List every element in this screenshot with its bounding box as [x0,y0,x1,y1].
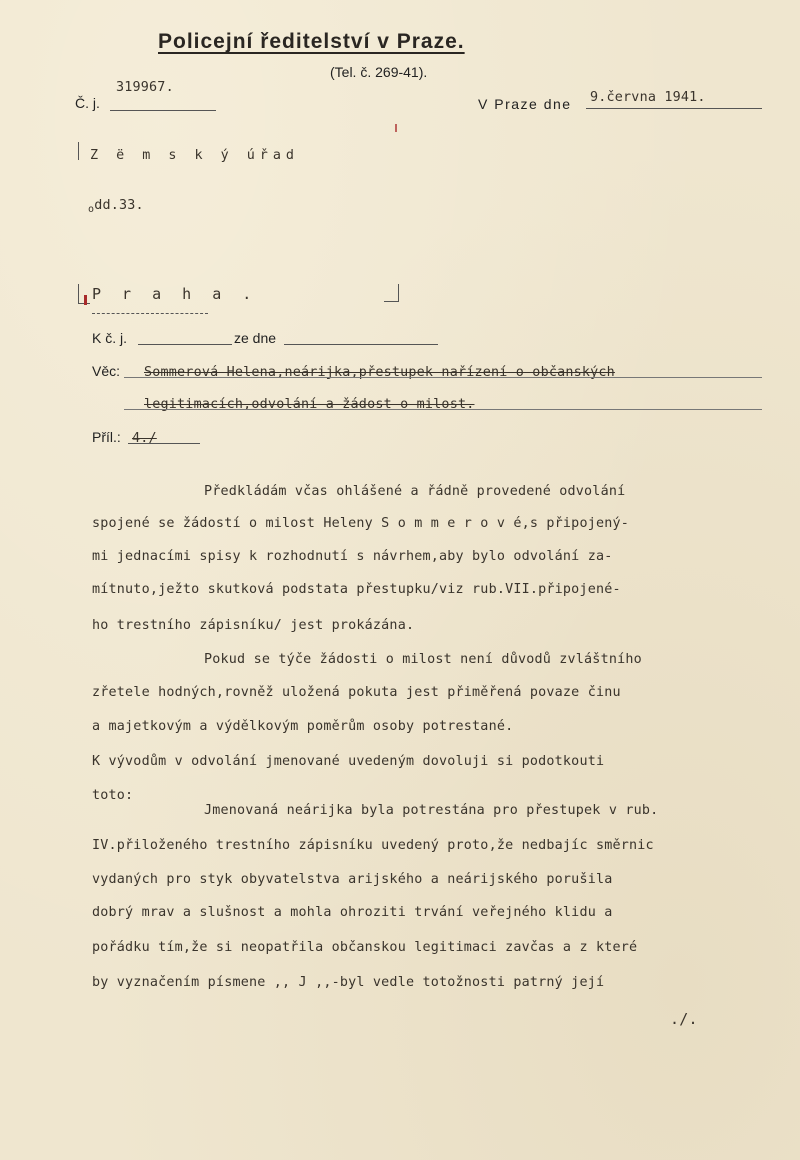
document-date: 9.června 1941. [590,90,706,105]
body-line: ho trestního zápisníku/ jest prokázána. [92,618,415,633]
body-line: K vývodům v odvolání jmenované uvedeným dovoluji si podotkouti [92,754,605,769]
department-prefix: o [88,204,95,215]
ze-dne-rule [284,344,438,345]
right-bracket-base [384,301,398,302]
recipient-department [88,198,144,215]
reference-label: Č. j. [75,95,100,111]
reference-rule [110,110,216,111]
subject-line-2: legitimacích,odvolání a žádost o milost. [144,397,475,412]
letterhead-title: Policejní ředitelství v Praze. [158,30,465,53]
body-line: by vyznačením písmene ,, J ,,-byl vedle totožnosti patrný její [92,975,605,990]
body-line: Jmenovaná neárijka byla potrestána pro přestupek v rub. [204,803,659,818]
body-line: a majetkovým a výdělkovým poměrům osoby potrestané. [92,719,514,734]
body-line: pořádku tím,že si neopatřila občanskou legitimaci zavčas a z které [92,940,638,955]
subject-label: Věc: [92,363,121,379]
department-number: dd.33. [94,198,144,213]
attachments-value: 4./ [132,431,157,446]
subject-rule-2 [124,409,762,410]
recipient-office: Z ë m s k ý úřad [90,148,299,163]
red-stamp-mark [84,295,87,305]
recipient-city: P r a h a . [92,285,258,303]
body-line: dobrý mrav a slušnost a mohla ohroziti trvání veřejného klidu a [92,905,613,920]
red-stamp-mark-2 [395,124,397,132]
kcj-label: K č. j. [92,330,128,346]
attachments-label: Příl.: [92,429,121,445]
attachments-rule [128,443,200,444]
ze-dne-label: ze dne [234,330,277,346]
body-line: IV.přiloženého trestního zápisníku uvedený proto,že nedbajíc směrnic [92,838,654,853]
place-label: V Praze dne [478,96,572,112]
body-line: Pokud se týče žádosti o milost není důvodů zvláštního [204,652,642,667]
continuation-mark: ./. [670,1010,698,1028]
date-rule [586,108,762,109]
address-bracket [78,142,79,160]
body-line: spojené se žádostí o milost Heleny S o m m e r o v é,s připojený- [92,516,630,531]
telephone-line: (Tel. č. 269-41). [330,64,428,80]
body-line: toto: [92,788,134,803]
subject-line-1: Sommerová Helena,neárijka,přestupek nařízení o občanských [144,365,615,380]
city-bracket [78,284,79,304]
body-line: mi jednacími spisy k rozhodnutí s návrhem,aby bylo odvolání za- [92,549,613,564]
reference-number: 319967. [116,80,174,95]
body-line: Předkládám včas ohlášené a řádně provedené odvolání [204,484,626,499]
body-line: vydaných pro styk obyvatelstva arijského a neárijského porušila [92,872,613,887]
body-line: mítnuto,ježto skutková podstata přestupku/viz rub.VII.připojené- [92,582,621,597]
right-bracket [398,284,399,302]
city-dash-rule [92,313,208,314]
subject-rule-1 [124,377,762,378]
body-line: zřetele hodných,rovněž uložená pokuta jest přiměřená povaze činu [92,685,621,700]
kcj-rule [138,344,232,345]
